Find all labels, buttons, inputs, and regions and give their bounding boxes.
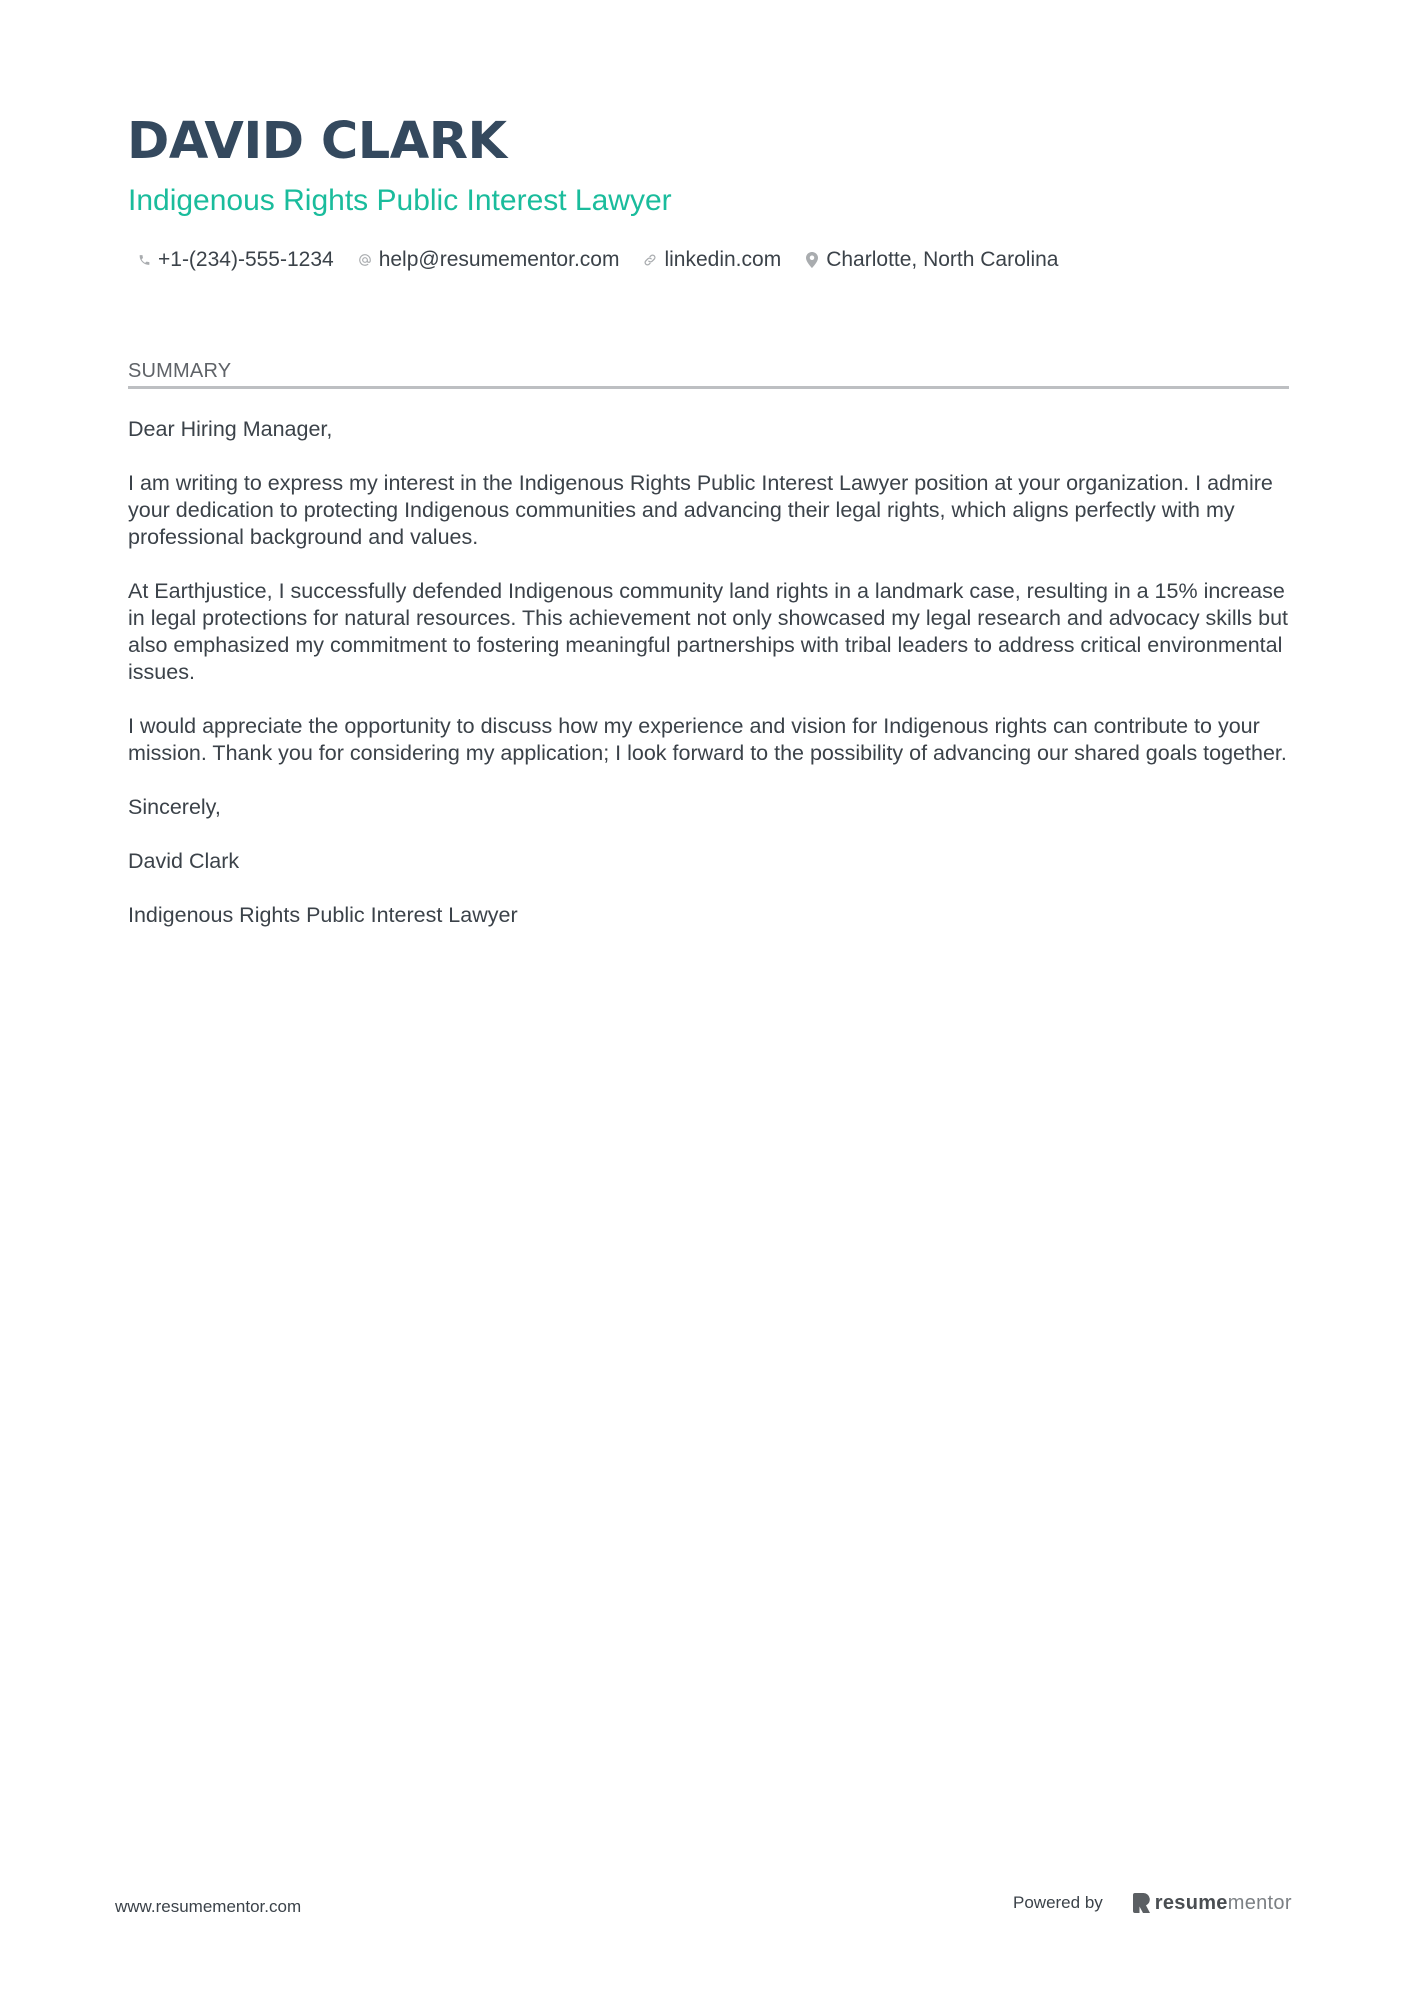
- phone-icon: [137, 252, 151, 268]
- section-divider: [128, 386, 1289, 389]
- job-title: Indigenous Rights Public Interest Lawyer: [128, 184, 672, 217]
- contact-location-text: Charlotte, North Carolina: [826, 248, 1059, 271]
- closing: Sincerely,: [128, 795, 221, 819]
- logo-text-bold: resume: [1154, 1891, 1228, 1914]
- resumementor-logo[interactable]: [1133, 1892, 1292, 1915]
- resumementor-logo-icon: [1133, 1893, 1150, 1913]
- contact-linkedin-text[interactable]: linkedin.com: [664, 248, 782, 271]
- salutation: Dear Hiring Manager,: [128, 417, 333, 441]
- body-paragraph: I am writing to express my interest in the Indigenous Rights Public Interest Lawyer position at your organization. I admire your dedication to protecting Indigenous communities and advancing their legal rights, which aligns perfectly with my professional background and values.: [128, 471, 1273, 549]
- contact-linkedin[interactable]: [643, 248, 781, 272]
- location-pin-icon: [805, 252, 819, 268]
- powered-by-label: Powered by: [1013, 1893, 1103, 1912]
- contact-phone: [137, 248, 334, 272]
- section-heading-summary: SUMMARY: [128, 360, 232, 382]
- contact-email-text[interactable]: help@resumementor.com: [378, 248, 620, 271]
- letter-body: [128, 416, 1290, 956]
- candidate-name: DAVID CLARK: [127, 112, 507, 171]
- contact-bar: [137, 247, 1082, 273]
- contact-phone-text: +1-(234)-555-1234: [158, 248, 334, 271]
- footer-branding: [1013, 1891, 1292, 1915]
- signature-name: David Clark: [128, 849, 240, 873]
- body-paragraph: I would appreciate the opportunity to discuss how my experience and vision for Indigenous rights can contribute to your mission. Thank you for considering my application; I look forward to the possibility of advancing our shared goals together.: [128, 714, 1287, 765]
- logo-text-light: mentor: [1227, 1891, 1292, 1914]
- contact-email[interactable]: [358, 248, 620, 272]
- body-paragraph: At Earthjustice, I successfully defended Indigenous community land rights in a landmark case, resulting in a 15% increase in legal protections for natural resources. This achievement not only showcased my legal research and advocacy skills but also emphasized my commitment to fostering meaningful partnerships with tribal leaders to address critical environmental issues.: [128, 579, 1289, 684]
- at-icon: [358, 252, 372, 268]
- link-icon: [643, 252, 657, 268]
- signature-title: Indigenous Rights Public Interest Lawyer: [128, 903, 518, 927]
- contact-location: [805, 248, 1058, 272]
- footer-website-link[interactable]: www.resumementor.com: [115, 1897, 302, 1916]
- resumementor-wordmark: [1155, 1892, 1292, 1915]
